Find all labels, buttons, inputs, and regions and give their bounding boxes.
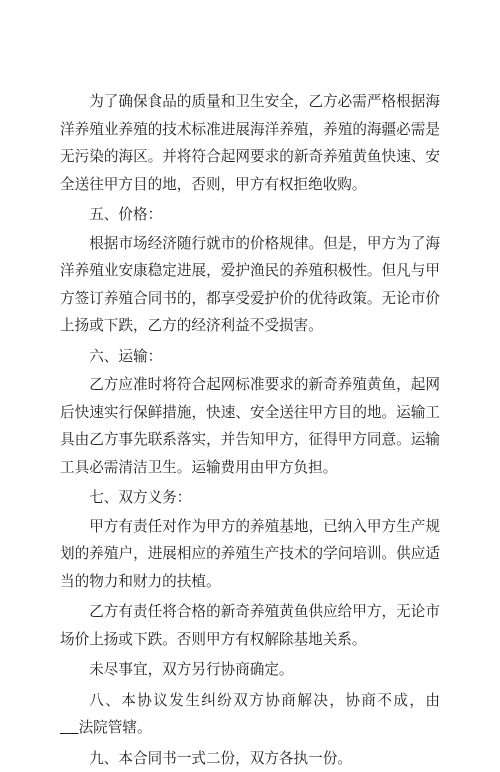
paragraph-party-a-obligation: 甲方有责任对作为甲方的养殖基地，已纳入甲方生产规划的养殖户，进展相应的养殖生产技术的学问培训。供应适当的物力和财力的扶植。 [60,513,440,596]
paragraph-copies: 九、本合同书一式二份，双方各执一份。 [60,745,440,772]
document-body [60,88,440,772]
paragraph-dispute [60,687,440,742]
paragraph-unresolved-matters: 未尽事宜，双方另行协商确定。 [60,656,440,684]
heading-obligations: 七、双方义务： [60,484,440,512]
paragraph-price: 根据市场经济随行就市的价格规律。但是，甲方为了海洋养殖业安康稳定进展，爱护渔民的养殖积极性。但凡与甲方签订养殖合同书的，都享受爱护价的优待政策。无论市价上扬或下跌，乙方的经济利益不受损害。 [60,230,440,340]
paragraph-quality: 为了确保食品的质量和卫生安全，乙方必需严格根据海洋养殖业养殖的技术标准进展海洋养殖，养殖的海疆必需是无污染的海区。并将符合起网要求的新奇养殖黄鱼快速、安全送往甲方目的地，否则，甲方有权拒绝收购。 [60,88,440,198]
court-name-blank [60,719,79,736]
paragraph-transport: 乙方应准时将符合起网标准要求的新奇养殖黄鱼，起网后快速实行保鲜措施，快速、安全送往甲方目的地。运输工具由乙方事先联系落实，并告知甲方，征得甲方同意。运输工具必需清洁卫生。运输费用由甲方负担。 [60,371,440,481]
heading-transport: 六、运输： [60,343,440,371]
dispute-text-end: 法院管辖。 [79,719,152,736]
heading-price: 五、价格： [60,201,440,229]
paragraph-party-b-obligation: 乙方有责任将合格的新奇养殖黄鱼供应给甲方，无论市场价上扬或下跌。否则甲方有权解除基地关系。 [60,598,440,653]
dispute-text-start: 八、本协议发生纠纷双方协商解决，协商不成，由 [89,692,440,709]
